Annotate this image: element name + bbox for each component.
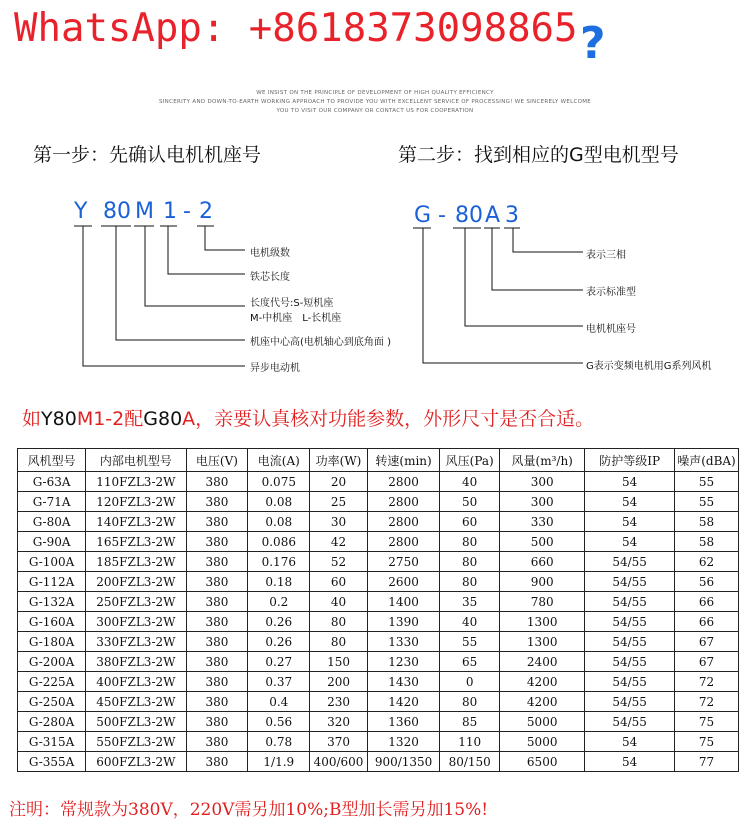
table-cell: 54/55	[585, 692, 675, 712]
table-cell: 185FZL3-2W	[86, 552, 186, 572]
table-cell: 62	[674, 552, 738, 572]
table-cell: 370	[310, 732, 368, 752]
table-cell: 200	[310, 672, 368, 692]
table-cell: 65	[440, 652, 500, 672]
table-cell: 54	[585, 512, 675, 532]
table-cell: 400/600	[310, 752, 368, 772]
table-cell: 80	[440, 532, 500, 552]
table-cell: 380	[186, 632, 248, 652]
table-row	[18, 532, 739, 552]
table-cell: 1420	[367, 692, 440, 712]
table-cell: 85	[440, 712, 500, 732]
table-cell: 2750	[367, 552, 440, 572]
column-header: 风压(Pa)	[440, 449, 500, 472]
table-cell: 2800	[367, 492, 440, 512]
table-cell: 780	[500, 592, 585, 612]
table-cell: 1230	[367, 652, 440, 672]
column-header: 噪声(dBA)	[674, 449, 738, 472]
label-frame-number: 电机机座号	[586, 324, 636, 335]
table-cell: 380	[186, 572, 248, 592]
table-cell: 0.78	[248, 732, 310, 752]
table-row	[18, 512, 739, 532]
table-cell: 60	[440, 512, 500, 532]
table-cell: 600FZL3-2W	[86, 752, 186, 772]
table-row	[18, 492, 739, 512]
table-cell: G-132A	[18, 592, 86, 612]
table-cell: 80	[440, 692, 500, 712]
table-cell: 380	[186, 752, 248, 772]
table-cell: 1/1.9	[248, 752, 310, 772]
table-cell: 67	[674, 652, 738, 672]
table-cell: 77	[674, 752, 738, 772]
table-cell: 2800	[367, 532, 440, 552]
table-cell: 450FZL3-2W	[86, 692, 186, 712]
table-cell: 380	[186, 672, 248, 692]
table-cell: 80	[310, 612, 368, 632]
column-header: 电流(A)	[248, 449, 310, 472]
table-cell: 52	[310, 552, 368, 572]
leader-frame-no	[465, 228, 583, 326]
leader-motor-poles	[205, 226, 245, 250]
table-cell: 54/55	[585, 592, 675, 612]
leader-g-series	[423, 228, 583, 363]
table-cell: 1390	[367, 612, 440, 632]
whatsapp-contact: WhatsApp: +8618373098865	[14, 6, 578, 51]
notice-part-m12: M1-2	[76, 408, 125, 430]
table-cell: 0	[440, 672, 500, 692]
table-cell: 1430	[367, 672, 440, 692]
label-frame-types: M-中机座 L-长机座	[250, 313, 342, 324]
step1-code-m: M	[135, 199, 154, 224]
column-header: 防护等级IP	[585, 449, 675, 472]
table-cell: 380	[186, 652, 248, 672]
column-header: 功率(W)	[310, 449, 368, 472]
table-row	[18, 632, 739, 652]
leader-length-code	[145, 226, 245, 306]
table-cell: 0.37	[248, 672, 310, 692]
table-cell: 1300	[500, 612, 585, 632]
table-cell: 80/150	[440, 752, 500, 772]
notice-part-y80: Y80	[41, 408, 77, 430]
table-cell: 550FZL3-2W	[86, 732, 186, 752]
table-cell: 500FZL3-2W	[86, 712, 186, 732]
table-cell: 150	[310, 652, 368, 672]
table-row	[18, 572, 739, 592]
table-cell: 1400	[367, 592, 440, 612]
table-cell: 0.086	[248, 532, 310, 552]
table-cell: 300	[500, 472, 585, 492]
table-cell: 54/55	[585, 712, 675, 732]
question-mark-icon: ?	[580, 18, 606, 69]
table-cell: 75	[674, 712, 738, 732]
table-cell: 320	[310, 712, 368, 732]
column-header: 电压(V)	[186, 449, 248, 472]
table-cell: 0.08	[248, 512, 310, 532]
notice-part-pei: 配	[124, 408, 144, 430]
table-cell: 54/55	[585, 612, 675, 632]
table-cell: 54	[585, 752, 675, 772]
label-core-length: 铁芯长度	[250, 272, 290, 283]
table-cell: 35	[440, 592, 500, 612]
table-cell: 300	[500, 492, 585, 512]
table-cell: 67	[674, 632, 738, 652]
step1-code-dash: -	[183, 199, 191, 224]
table-cell: 1360	[367, 712, 440, 732]
table-cell: 500	[500, 532, 585, 552]
table-cell: 330	[500, 512, 585, 532]
table-cell: 0.08	[248, 492, 310, 512]
notice-part-g80: G80	[143, 408, 183, 430]
table-cell: G-180A	[18, 632, 86, 652]
label-async-motor: 异步电动机	[250, 363, 300, 374]
table-cell: 4200	[500, 672, 585, 692]
slogan-line-1: WE INSIST ON THE PRINCIPLE OF DEVELOPMENT OF HIGH QUALITY EFFICIENCY	[256, 90, 494, 96]
table-cell: 1300	[500, 632, 585, 652]
table-cell: G-160A	[18, 612, 86, 632]
table-cell: 40	[440, 612, 500, 632]
column-header: 内部电机型号	[86, 449, 186, 472]
table-row	[18, 592, 739, 612]
table-row	[18, 612, 739, 632]
table-cell: 60	[310, 572, 368, 592]
table-cell: 380FZL3-2W	[86, 652, 186, 672]
table-cell: 2800	[367, 472, 440, 492]
table-cell: 0.56	[248, 712, 310, 732]
table-cell: G-200A	[18, 652, 86, 672]
table-cell: 2600	[367, 572, 440, 592]
table-cell: 1330	[367, 632, 440, 652]
label-center-height: 机座中心高(电机轴心到底角面 )	[250, 337, 391, 348]
leader-standard	[492, 228, 583, 290]
table-cell: 380	[186, 472, 248, 492]
leader-async-motor	[83, 226, 245, 366]
step1-code-y: Y	[74, 199, 88, 224]
table-cell: 380	[186, 492, 248, 512]
table-cell: 54/55	[585, 552, 675, 572]
table-cell: 380	[186, 732, 248, 752]
step2-code-dash: -	[438, 203, 446, 228]
table-cell: 400FZL3-2W	[86, 672, 186, 692]
step2-code-g: G	[414, 203, 432, 228]
slogan-line-2: SINCERITY AND DOWN-TO-EARTH WORKING APPROACH TO PROVIDE YOU WITH EXCELLENT SERVICE OF PROCESSING! WE SINCERELY WELCOME	[158, 99, 592, 105]
table-cell: 380	[186, 532, 248, 552]
table-cell: 200FZL3-2W	[86, 572, 186, 592]
table-cell: 2400	[500, 652, 585, 672]
table-cell: 140FZL3-2W	[86, 512, 186, 532]
table-row	[18, 732, 739, 752]
table-cell: G-71A	[18, 492, 86, 512]
column-header: 风机型号	[18, 449, 86, 472]
table-cell: 380	[186, 592, 248, 612]
table-cell: 300FZL3-2W	[86, 612, 186, 632]
step1-code-1: 1	[163, 199, 177, 224]
table-cell: 25	[310, 492, 368, 512]
label-three-phase: 表示三相	[586, 250, 626, 261]
label-length-code: 长度代号:S-短机座	[250, 298, 334, 309]
table-cell: 0.075	[248, 472, 310, 492]
table-cell: 66	[674, 592, 738, 612]
table-cell: 250FZL3-2W	[86, 592, 186, 612]
table-cell: 55	[440, 632, 500, 652]
table-cell: 75	[674, 732, 738, 752]
table-row	[18, 692, 739, 712]
label-standard-type: 表示标准型	[586, 287, 636, 298]
table-cell: 54/55	[585, 652, 675, 672]
step2-code-a: A	[485, 203, 501, 228]
table-cell: 120FZL3-2W	[86, 492, 186, 512]
table-cell: 5000	[500, 712, 585, 732]
table-cell: G-80A	[18, 512, 86, 532]
table-cell: 54/55	[585, 672, 675, 692]
leader-three-phase	[513, 228, 583, 252]
table-cell: 5000	[500, 732, 585, 752]
step2-code-3: 3	[505, 203, 519, 228]
table-cell: 0.27	[248, 652, 310, 672]
column-header: 风量(m³/h)	[500, 449, 585, 472]
step1-code-2: 2	[199, 199, 213, 224]
step1-code-80: 80	[103, 199, 131, 224]
table-cell: 54	[585, 472, 675, 492]
table-cell: 4200	[500, 692, 585, 712]
table-cell: 900/1350	[367, 752, 440, 772]
slogan-line-3: YOU TO VISIT OUR COMPANY OR CONTACT US FOR COOPERATION	[276, 108, 474, 114]
table-cell: G-63A	[18, 472, 86, 492]
table-cell: G-280A	[18, 712, 86, 732]
label-g-series-fan: G表示变频电机用G系列风机	[586, 361, 712, 372]
table-cell: G-90A	[18, 532, 86, 552]
table-row	[18, 752, 739, 772]
table-cell: 900	[500, 572, 585, 592]
table-cell: 380	[186, 512, 248, 532]
table-row	[18, 552, 739, 572]
table-cell: 0.18	[248, 572, 310, 592]
step1-title: 第一步：先确认电机机座号	[33, 144, 262, 166]
table-cell: 0.2	[248, 592, 310, 612]
table-cell: 110	[440, 732, 500, 752]
table-cell: 0.26	[248, 612, 310, 632]
table-cell: 660	[500, 552, 585, 572]
table-cell: 80	[310, 632, 368, 652]
table-cell: 72	[674, 692, 738, 712]
notice-part-a: A	[182, 408, 196, 430]
table-cell: 0.26	[248, 632, 310, 652]
table-cell: 230	[310, 692, 368, 712]
table-cell: 56	[674, 572, 738, 592]
table-cell: 380	[186, 552, 248, 572]
fan-spec-table	[17, 448, 739, 772]
footer-note: 注明：常规款为380V，220V需另加10%;B型加长需另加15%!	[9, 800, 489, 820]
matching-notice	[22, 404, 594, 431]
table-header-row	[18, 449, 739, 472]
table-cell: 55	[674, 472, 738, 492]
table-cell: 0.4	[248, 692, 310, 712]
table-row	[18, 712, 739, 732]
table-cell: 330FZL3-2W	[86, 632, 186, 652]
column-header: 转速(min)	[367, 449, 440, 472]
table-cell: 55	[674, 492, 738, 512]
table-cell: 54	[585, 492, 675, 512]
table-cell: G-315A	[18, 732, 86, 752]
table-cell: 380	[186, 692, 248, 712]
table-body	[18, 472, 739, 772]
table-cell: 2800	[367, 512, 440, 532]
table-cell: 54/55	[585, 632, 675, 652]
table-cell: 80	[440, 572, 500, 592]
table-cell: 380	[186, 712, 248, 732]
table-cell: 66	[674, 612, 738, 632]
table-cell: 80	[440, 552, 500, 572]
table-cell: 58	[674, 512, 738, 532]
table-cell: G-112A	[18, 572, 86, 592]
table-cell: G-225A	[18, 672, 86, 692]
table-cell: 50	[440, 492, 500, 512]
table-cell: G-100A	[18, 552, 86, 572]
table-cell: 54	[585, 532, 675, 552]
notice-part-rest: ，亲要认真核对功能参数，外形尺寸是否合适。	[195, 408, 595, 430]
table-header	[18, 449, 739, 472]
table-cell: 58	[674, 532, 738, 552]
table-row	[18, 672, 739, 692]
table-cell: 54/55	[585, 572, 675, 592]
table-cell: 30	[310, 512, 368, 532]
table-cell: 40	[440, 472, 500, 492]
table-cell: 42	[310, 532, 368, 552]
table-cell: G-355A	[18, 752, 86, 772]
table-row	[18, 472, 739, 492]
table-cell: 6500	[500, 752, 585, 772]
table-cell: 1320	[367, 732, 440, 752]
notice-part-1: 如	[22, 408, 42, 430]
table-cell: 110FZL3-2W	[86, 472, 186, 492]
table-cell: 54	[585, 732, 675, 752]
table-cell: 380	[186, 612, 248, 632]
table-cell: 72	[674, 672, 738, 692]
step2-title: 第二步：找到相应的G型电机型号	[398, 144, 679, 166]
table-cell: 20	[310, 472, 368, 492]
table-cell: 0.176	[248, 552, 310, 572]
leader-center-height	[116, 226, 245, 340]
table-row	[18, 652, 739, 672]
table-cell: 165FZL3-2W	[86, 532, 186, 552]
table-cell: G-250A	[18, 692, 86, 712]
table-cell: 40	[310, 592, 368, 612]
step2-code-80: 80	[455, 203, 483, 228]
label-motor-poles: 电机级数	[250, 248, 290, 259]
